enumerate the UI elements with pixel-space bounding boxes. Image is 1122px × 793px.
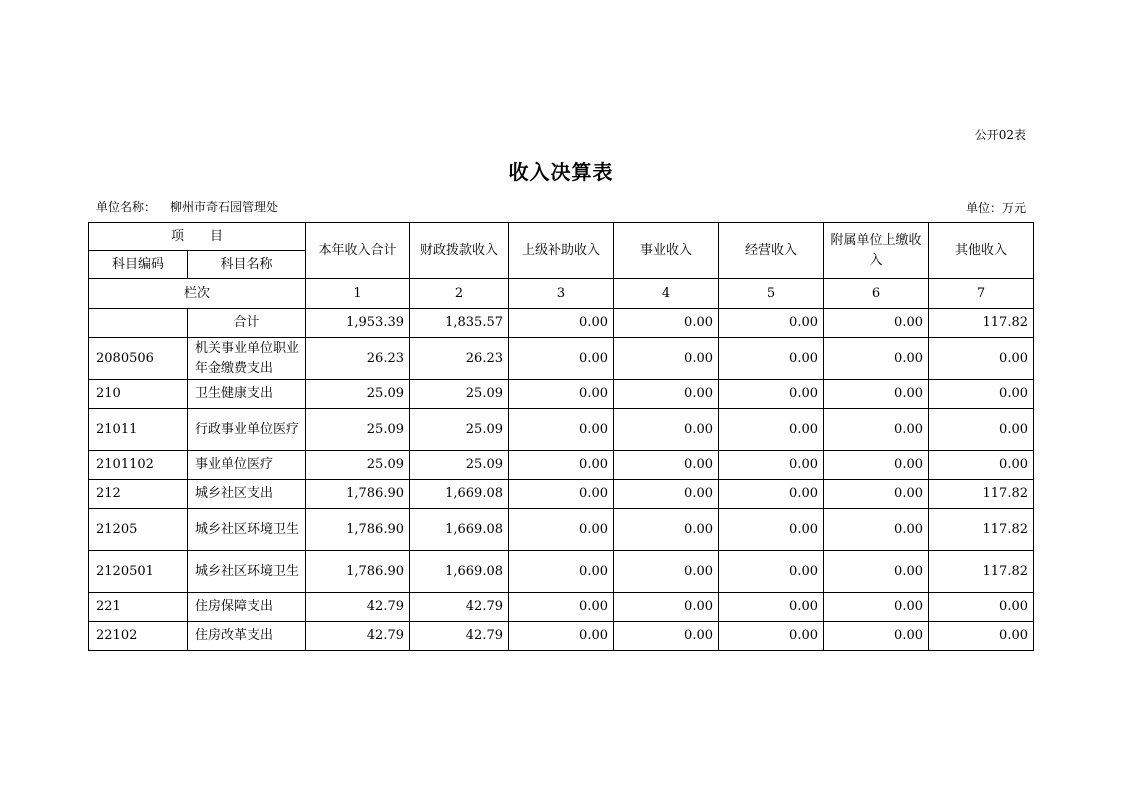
header-col-operating: 经营收入 (719, 223, 824, 279)
header-col-affiliated: 附属单位上缴收入 (824, 223, 929, 279)
table-row (89, 480, 1034, 509)
subject-name: 住房改革支出 (188, 622, 306, 651)
column-number: 1 (306, 279, 410, 309)
amount-cell: 0.00 (719, 338, 824, 380)
subject-name: 事业单位医疗 (188, 451, 306, 480)
subject-code: 21205 (89, 509, 188, 551)
total-value: 0.00 (719, 309, 824, 338)
subject-code: 21011 (89, 409, 188, 451)
amount-cell: 25.09 (306, 451, 410, 480)
header-name: 科目名称 (188, 251, 306, 279)
amount-cell: 0.00 (614, 551, 719, 593)
amount-cell: 117.82 (929, 551, 1034, 593)
amount-cell: 1,669.08 (410, 551, 509, 593)
total-label: 合计 (188, 309, 306, 338)
amount-cell: 0.00 (824, 622, 929, 651)
total-value: 0.00 (824, 309, 929, 338)
amount-cell: 0.00 (719, 480, 824, 509)
amount-cell: 0.00 (509, 409, 614, 451)
amount-cell: 0.00 (929, 622, 1034, 651)
amount-cell: 0.00 (614, 451, 719, 480)
amount-cell: 0.00 (929, 593, 1034, 622)
amount-cell: 0.00 (509, 451, 614, 480)
subject-code: 210 (89, 380, 188, 409)
table-row (89, 509, 1034, 551)
amount-cell: 0.00 (509, 593, 614, 622)
amount-cell: 0.00 (719, 380, 824, 409)
amount-cell: 0.00 (509, 338, 614, 380)
income-report-table (88, 222, 1034, 651)
amount-cell: 0.00 (824, 409, 929, 451)
unit-name-label: 单位名称： (96, 200, 157, 214)
amount-cell: 42.79 (410, 593, 509, 622)
column-number: 3 (509, 279, 614, 309)
header-col-fiscal: 财政拨款收入 (410, 223, 509, 279)
amount-cell: 0.00 (824, 509, 929, 551)
amount-cell: 0.00 (719, 622, 824, 651)
column-number: 5 (719, 279, 824, 309)
subject-code: 2101102 (89, 451, 188, 480)
subject-name: 城乡社区环境卫生 (188, 551, 306, 593)
amount-cell: 25.09 (410, 380, 509, 409)
amount-cell: 25.09 (410, 451, 509, 480)
amount-cell: 0.00 (614, 622, 719, 651)
column-number: 7 (929, 279, 1034, 309)
header-row-top (89, 223, 1034, 251)
column-number: 2 (410, 279, 509, 309)
amount-cell: 0.00 (929, 409, 1034, 451)
amount-cell: 0.00 (824, 593, 929, 622)
amount-cell: 25.09 (306, 380, 410, 409)
total-code-cell (89, 309, 188, 338)
total-value: 117.82 (929, 309, 1034, 338)
table-row (89, 551, 1034, 593)
amount-cell: 0.00 (509, 551, 614, 593)
column-number: 6 (824, 279, 929, 309)
table-row (89, 622, 1034, 651)
subject-code: 2080506 (89, 338, 188, 380)
amount-cell: 0.00 (509, 480, 614, 509)
amount-cell: 26.23 (306, 338, 410, 380)
unit-name-line (96, 198, 278, 215)
table-row (89, 451, 1034, 480)
report-title: 收入决算表 (508, 160, 614, 184)
amount-cell: 0.00 (824, 480, 929, 509)
header-col-total: 本年收入合计 (306, 223, 410, 279)
amount-cell: 1,786.90 (306, 480, 410, 509)
amount-cell: 0.00 (719, 451, 824, 480)
column-number-row (89, 279, 1034, 309)
amount-cell: 0.00 (824, 551, 929, 593)
amount-cell: 42.79 (306, 622, 410, 651)
amount-cell: 0.00 (614, 593, 719, 622)
subject-name: 住房保障支出 (188, 593, 306, 622)
amount-cell: 0.00 (614, 380, 719, 409)
amount-cell: 0.00 (614, 480, 719, 509)
total-value: 0.00 (614, 309, 719, 338)
table-row (89, 593, 1034, 622)
amount-cell: 0.00 (509, 380, 614, 409)
currency-unit: 单位：万元 (965, 201, 1026, 215)
amount-cell: 0.00 (929, 380, 1034, 409)
amount-cell: 1,786.90 (306, 551, 410, 593)
subject-code: 2120501 (89, 551, 188, 593)
amount-cell: 42.79 (410, 622, 509, 651)
header-col-superior: 上级补助收入 (509, 223, 614, 279)
amount-cell: 117.82 (929, 509, 1034, 551)
amount-cell: 0.00 (614, 409, 719, 451)
subject-code: 212 (89, 480, 188, 509)
amount-cell: 1,669.08 (410, 480, 509, 509)
subject-name: 城乡社区支出 (188, 480, 306, 509)
header-item: 项 目 (89, 223, 306, 251)
amount-cell: 0.00 (929, 451, 1034, 480)
subject-name: 卫生健康支出 (188, 380, 306, 409)
amount-cell: 1,786.90 (306, 509, 410, 551)
amount-cell: 0.00 (719, 409, 824, 451)
amount-cell: 1,669.08 (410, 509, 509, 551)
subject-name: 城乡社区环境卫生 (188, 509, 306, 551)
unit-name-value: 柳州市奇石园管理处 (170, 200, 279, 214)
amount-cell: 26.23 (410, 338, 509, 380)
header-col-business: 事业收入 (614, 223, 719, 279)
amount-cell: 0.00 (824, 380, 929, 409)
amount-cell: 42.79 (306, 593, 410, 622)
amount-cell: 25.09 (306, 409, 410, 451)
total-value: 1,953.39 (306, 309, 410, 338)
subject-code: 221 (89, 593, 188, 622)
amount-cell: 0.00 (719, 593, 824, 622)
table-row (89, 380, 1034, 409)
amount-cell: 25.09 (410, 409, 509, 451)
subject-name: 机关事业单位职业年金缴费支出 (188, 338, 306, 380)
total-value: 1,835.57 (410, 309, 509, 338)
amount-cell: 0.00 (719, 509, 824, 551)
amount-cell: 0.00 (824, 451, 929, 480)
column-number: 4 (614, 279, 719, 309)
amount-cell: 0.00 (614, 338, 719, 380)
table-row (89, 338, 1034, 380)
total-row (89, 309, 1034, 338)
subject-code: 22102 (89, 622, 188, 651)
total-value: 0.00 (509, 309, 614, 338)
amount-cell: 0.00 (824, 338, 929, 380)
header-col-other: 其他收入 (929, 223, 1034, 279)
amount-cell: 0.00 (719, 551, 824, 593)
amount-cell: 0.00 (509, 622, 614, 651)
header-code: 科目编码 (89, 251, 188, 279)
amount-cell: 0.00 (929, 338, 1034, 380)
form-number: 公开02表 (974, 128, 1026, 142)
table-row (89, 409, 1034, 451)
column-number-label: 栏次 (89, 279, 306, 309)
subject-name: 行政事业单位医疗 (188, 409, 306, 451)
amount-cell: 0.00 (614, 509, 719, 551)
amount-cell: 117.82 (929, 480, 1034, 509)
amount-cell: 0.00 (509, 509, 614, 551)
